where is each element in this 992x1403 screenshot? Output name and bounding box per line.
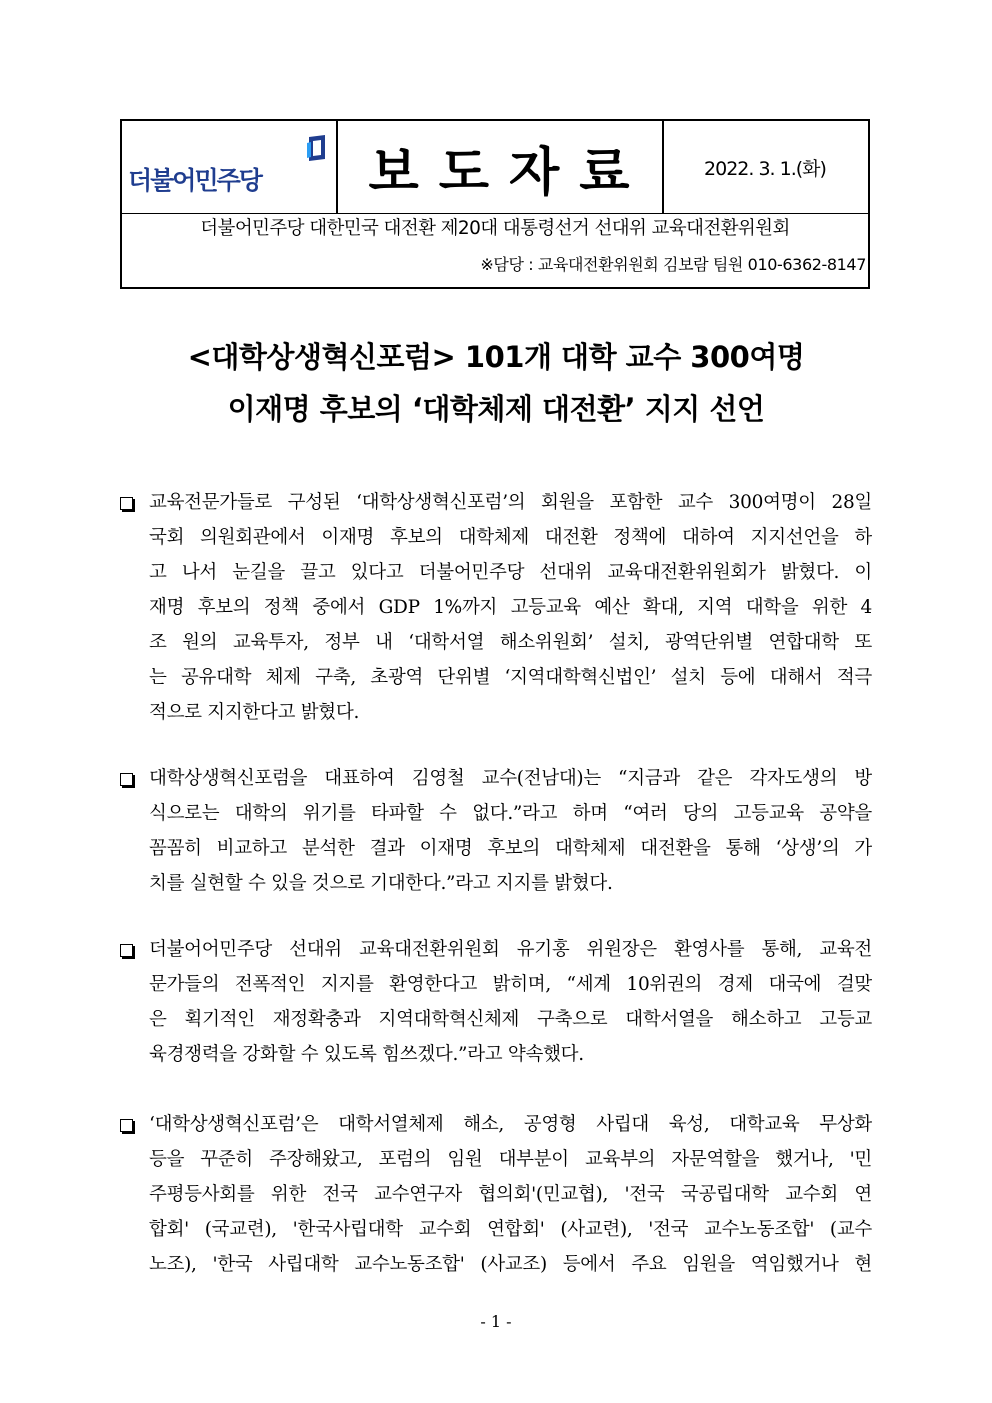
text-line: 식으로는 대학의 위기를 타파할 수 없다.”라고 하며 “여러 당의 고등교육 공약을	[149, 803, 872, 824]
checkbox-bullet-icon	[120, 944, 133, 957]
text-line: 주평등사회를 위한 전국 교수연구자 협의회'(민교협), '전국 국공립대학 교수회 연	[149, 1184, 872, 1205]
doc-type-title: 보도자료	[368, 142, 650, 203]
paragraph-text	[149, 761, 872, 901]
organization-line: 더불어민주당 대한민국 대전환 제20대 대통령선거 선대위 교육대전환위원회	[200, 218, 790, 239]
text-line: 고 나서 눈길을 끌고 있다고 더불어민주당 선대위 교육대전환위원회가 밝혔다. 이	[149, 562, 872, 583]
text-line: 재명 후보의 정책 중에서 GDP 1%까지 고등교육 예산 확대, 지역 대학을 위한 4	[149, 597, 872, 618]
text-line: 합회' (국교련), '한국사립대학 교수회 연합회' (사교련), '전국 교수노동조합' (교수	[149, 1219, 872, 1240]
headline-line-1: <대학상생혁신포럼> 101개 대학 교수 300여명	[187, 340, 805, 374]
release-date: 2022. 3. 1.(화)	[704, 157, 826, 180]
text-line: 대학상생혁신포럼을 대표하여 김영철 교수(전남대)는 “지금과 같은 각자도생의 방	[149, 768, 872, 789]
paragraph-text	[149, 932, 872, 1072]
text-line: 더불어어민주당 선대위 교육대전환위원회 유기홍 위원장은 환영사를 통해, 교육전	[149, 939, 872, 960]
text-line: 조 원의 교육투자, 정부 내 ‘대학서열 해소위원회’ 설치, 광역단위별 연합대학 또	[149, 632, 872, 653]
text-line: 노조), '한국 사립대학 교수노동조합' (사교조) 등에서 주요 임원을 역임했거나 현	[149, 1254, 872, 1275]
party-logo-text: 더불어민주당	[128, 166, 261, 195]
text-line: 치를 실현할 수 있을 것으로 기대한다.”라고 지지를 밝혔다.	[149, 873, 613, 894]
checkbox-bullet-icon	[120, 497, 133, 510]
party-logo-mark-icon	[307, 135, 327, 161]
party-logo	[122, 121, 338, 213]
doc-type-cell	[336, 121, 664, 213]
text-line: 은 획기적인 재정확충과 지역대학혁신체제 구축으로 대학서열을 해소하고 고등교	[149, 1009, 872, 1030]
text-line: ‘대학상생혁신포럼’은 대학서열체제 해소, 공영형 사립대 육성, 대학교육 무상화	[149, 1114, 872, 1135]
text-line: 꼼꼼히 비교하고 분석한 결과 이재명 후보의 대학체제 대전환을 통해 ‘상생’의 가	[149, 838, 872, 859]
text-line: 는 공유대학 체제 구축, 초광역 단위별 ‘지역대학혁신법인’ 설치 등에 대해서 적극	[149, 667, 872, 688]
text-line: 국회 의원회관에서 이재명 후보의 대학체제 대전환 정책에 대하여 지지선언을 하	[149, 527, 872, 548]
headline-line-2: 이재명 후보의 ‘대학체제 대전환’ 지지 선언	[227, 392, 765, 426]
text-line: 문가들의 전폭적인 지지를 환영한다고 밝히며, “세계 10위권의 경제 대국에 걸맞	[149, 974, 872, 995]
header-top-row	[122, 121, 868, 214]
paragraph-text	[149, 1107, 872, 1282]
checkbox-bullet-icon	[120, 773, 133, 786]
text-line: 육경쟁력을 강화할 수 있도록 힘쓰겠다.”라고 약속했다.	[149, 1044, 584, 1065]
text-line: 적으로 지지한다고 밝혔다.	[149, 702, 360, 723]
text-line: 교육전문가들로 구성된 ‘대학상생혁신포럼’의 회원을 포함한 교수 300여명이 28일	[149, 492, 872, 513]
page-number: - 1 -	[480, 1312, 512, 1331]
text-line: 등을 꾸준히 주장해왔고, 포럼의 임원 대부분이 교육부의 자문역할을 했거나, '민	[149, 1149, 872, 1170]
date-cell	[662, 121, 868, 213]
paragraph-text	[149, 485, 872, 730]
press-release-header	[120, 119, 870, 289]
checkbox-bullet-icon	[120, 1119, 133, 1132]
contact-line: ※담당 : 교육대전환위원회 김보람 팀원 010-6362-8147	[480, 255, 866, 274]
